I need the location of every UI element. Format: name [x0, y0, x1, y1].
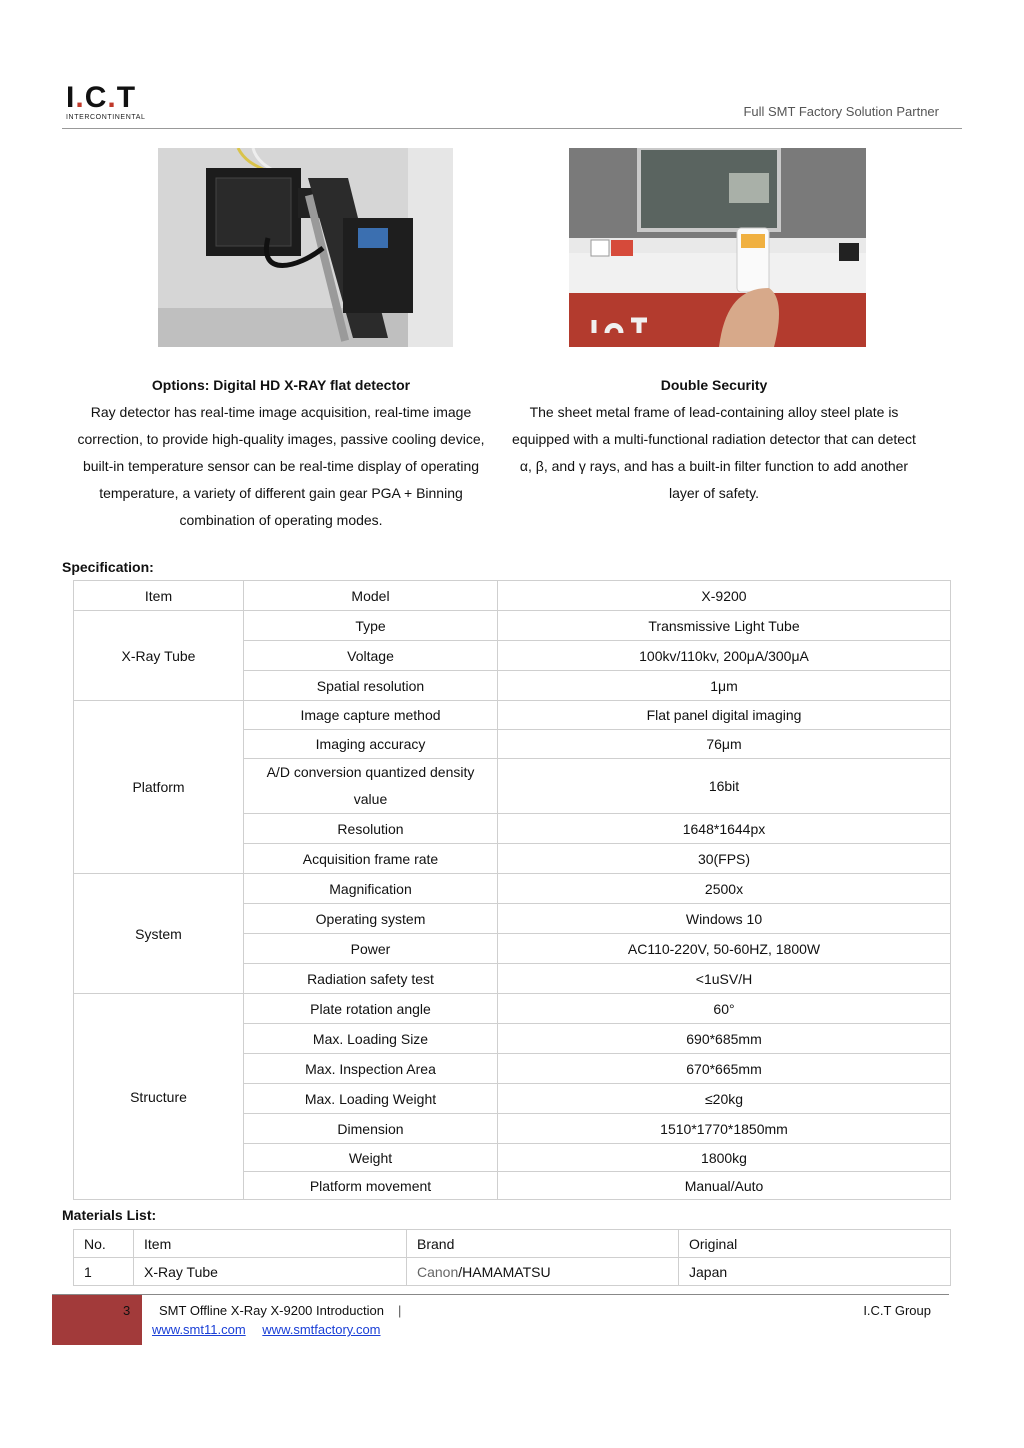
table-row [74, 581, 951, 611]
param-cell: A/D conversion quantized density value [244, 759, 498, 814]
value-cell: ≤20kg [498, 1084, 951, 1114]
value-cell: 670*665mm [498, 1054, 951, 1084]
table-row [74, 874, 951, 904]
header-cell: Original [679, 1230, 951, 1258]
company-logo [66, 82, 162, 121]
param-cell: Weight [244, 1144, 498, 1172]
header-cell: Model [244, 581, 498, 611]
param-cell: Plate rotation angle [244, 994, 498, 1024]
footer-company: I.C.T Group [863, 1303, 931, 1318]
footer-title [159, 1303, 401, 1318]
value-cell: 16bit [498, 759, 951, 814]
param-cell: Power [244, 934, 498, 964]
param-cell: Spatial resolution [244, 671, 498, 701]
group-cell: Platform [74, 701, 244, 874]
value-cell: 1648*1644px [498, 814, 951, 844]
param-cell: Max. Loading Size [244, 1024, 498, 1054]
group-cell: X-Ray Tube [74, 611, 244, 701]
header-cell: X-9200 [498, 581, 951, 611]
brand-cell [407, 1258, 679, 1286]
link-smtfactory[interactable]: www.smtfactory.com [262, 1322, 381, 1337]
table-row [74, 1258, 951, 1286]
flat-detector-photo [158, 148, 453, 347]
param-cell: Operating system [244, 904, 498, 934]
footer-title-text: SMT Offline X-Ray X-9200 Introduction [159, 1303, 384, 1318]
header-tagline: Full SMT Factory Solution Partner [743, 104, 939, 119]
footer-separator: | [397, 1303, 402, 1318]
brand-separator: / [458, 1263, 463, 1280]
value-cell: 1μm [498, 671, 951, 701]
feature-description: The sheet metal frame of lead-containing alloy steel plate is equipped with a multi-functional radiation detector that can detect α, β, and γ rays, and has a built-in filter function to add another layer of safety. [512, 404, 916, 501]
value-cell: Manual/Auto [498, 1172, 951, 1200]
table-row [74, 994, 951, 1024]
header-cell: No. [74, 1230, 134, 1258]
origin-cell: Japan [679, 1258, 951, 1286]
link-smt11[interactable]: www.smt11.com [152, 1322, 246, 1337]
value-cell: 690*685mm [498, 1024, 951, 1054]
feature-flat-detector [68, 372, 494, 534]
value-cell: AC110-220V, 50-60HZ, 1800W [498, 934, 951, 964]
value-cell: 100kv/110kv, 200μA/300μA [498, 641, 951, 671]
value-cell: Windows 10 [498, 904, 951, 934]
footer-divider [52, 1294, 949, 1295]
group-cell: System [74, 874, 244, 994]
value-cell: 30(FPS) [498, 844, 951, 874]
value-cell: 76μm [498, 730, 951, 759]
feature-description: Ray detector has real-time image acquisition, real-time image correction, to provide high-quality images, passive cooling device, built-in temperature sensor can be real-time display of operating temperature, a variety of different gain gear PGA + Binning combination of operating modes. [77, 404, 485, 528]
param-cell: Voltage [244, 641, 498, 671]
table-row [74, 701, 951, 730]
param-cell: Imaging accuracy [244, 730, 498, 759]
table-row [74, 1230, 951, 1258]
radiation-detector-photo [569, 148, 866, 347]
page-number: 3 [123, 1303, 131, 1318]
param-cell: Image capture method [244, 701, 498, 730]
header-cell: Brand [407, 1230, 679, 1258]
value-cell: 1510*1770*1850mm [498, 1114, 951, 1144]
param-cell: Platform movement [244, 1172, 498, 1200]
logo-mark: I.C.T [66, 81, 137, 114]
value-cell: Transmissive Light Tube [498, 611, 951, 641]
materials-label: Materials List: [62, 1207, 157, 1223]
param-cell: Max. Inspection Area [244, 1054, 498, 1084]
header-cell: Item [134, 1230, 407, 1258]
feature-title: Double Security [660, 377, 768, 393]
param-cell: Type [244, 611, 498, 641]
logo-subtitle: INTERCONTINENTAL [66, 114, 146, 121]
header-divider [62, 128, 962, 129]
value-cell: 60° [498, 994, 951, 1024]
brand-secondary: HAMAMATSU [462, 1263, 551, 1280]
value-cell: Flat panel digital imaging [498, 701, 951, 730]
item-cell: X-Ray Tube [134, 1258, 407, 1286]
feature-title: Options: Digital HD X-RAY flat detector [151, 377, 411, 393]
group-cell: Structure [74, 994, 244, 1200]
spec-label: Specification: [62, 559, 154, 575]
param-cell: Magnification [244, 874, 498, 904]
param-cell: Radiation safety test [244, 964, 498, 994]
no-cell: 1 [74, 1258, 134, 1286]
brand-primary: Canon [417, 1263, 459, 1280]
value-cell: 1800kg [498, 1144, 951, 1172]
feature-double-security [508, 372, 920, 507]
table-row [74, 611, 951, 641]
materials-table [73, 1229, 951, 1286]
footer-links [152, 1322, 394, 1337]
param-cell: Acquisition frame rate [244, 844, 498, 874]
value-cell: 2500x [498, 874, 951, 904]
header-cell: Item [74, 581, 244, 611]
param-cell: Resolution [244, 814, 498, 844]
spec-table [73, 580, 951, 1200]
param-cell: Max. Loading Weight [244, 1084, 498, 1114]
param-cell: Dimension [244, 1114, 498, 1144]
value-cell: <1uSV/H [498, 964, 951, 994]
